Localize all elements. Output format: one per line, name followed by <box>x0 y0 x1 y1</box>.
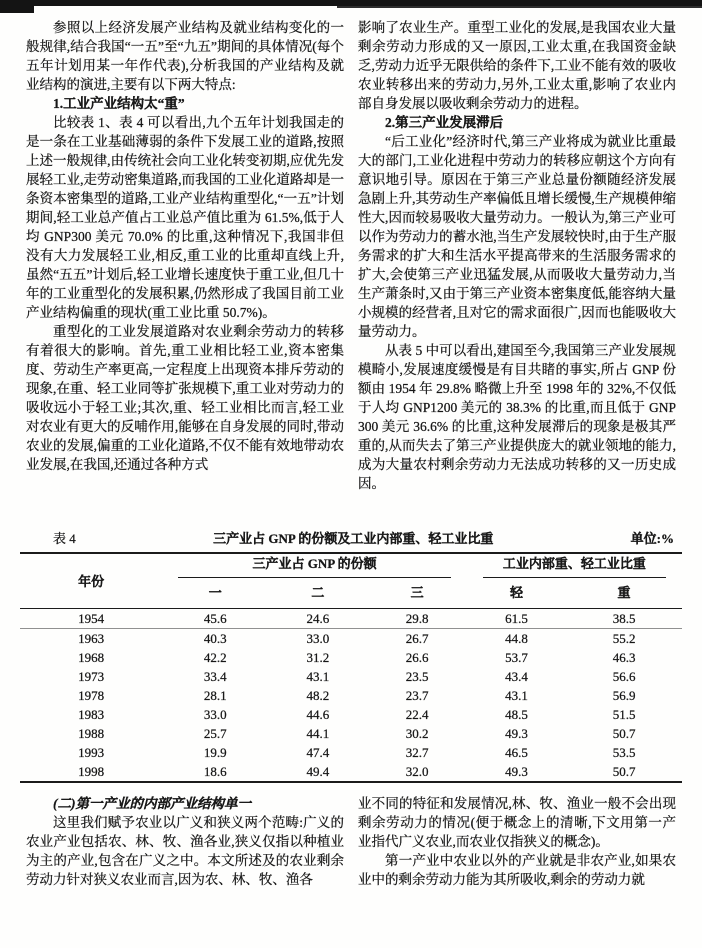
value-cell: 40.3 <box>203 631 227 646</box>
value-cell: 56.9 <box>612 688 636 703</box>
value-cell: 26.6 <box>405 650 429 665</box>
table-row <box>20 743 682 762</box>
paragraph-table5-analysis: 从表 5 中可以看出,建国至今,我国第三产业发展规模畸小,发展速度缓慢是有目共睹的事实,所占 GNP 份额由 1954 年 29.8% 略微上升至 1998 年的 32%,不仅低于人均 GNP1200 美元的 38.3% 的比重,而且低于 GNP300 美元 36.6% 的比重,这种发展滞后的现象是极其严重的,从而失去了第三产业提供庞大的就业领地的能力,成为大量农村剩余劳动力无法成功转移的又一历史成因。 <box>358 343 676 491</box>
column-header-light: 轻 <box>467 578 566 609</box>
paragraph-heavy-industry-impact: 重型化的工业发展道路对农业剩余劳动力的转移有着很大的影响。首先,重工业相比轻工业,资本密集度、劳动生产率更高,一定程度上出现资本排斥劳动的现象,在重、轻工业同等扩张规模下,重工业对劳动力的吸收远小于轻工业;其次,重、轻工业相比而言,轻工业对农业有更大的反哺作用,能够在自身发展的同时,带动农业的发展,偏重的工业化道路,不仅不能有效地带动农业发展,在我国,还通过各种方式 <box>26 324 344 472</box>
table-row <box>20 724 682 743</box>
column-header-primary: 一 <box>162 578 268 609</box>
column-header-secondary: 二 <box>268 578 367 609</box>
value-cell: 49.4 <box>306 764 330 779</box>
heading-industry-structure-heavy: 1.工业产业结构太“重” <box>53 96 185 111</box>
table-row <box>20 686 682 705</box>
year-cell: 1983 <box>78 707 105 722</box>
value-cell: 50.7 <box>612 764 636 779</box>
value-cell: 46.5 <box>505 745 528 760</box>
group-header-industry-weight <box>467 553 682 578</box>
bottom-right-column <box>358 794 676 890</box>
value-cell: 25.7 <box>203 726 227 741</box>
value-cell: 53.7 <box>505 650 528 665</box>
table-4 <box>20 552 682 783</box>
value-cell: 31.2 <box>306 650 330 665</box>
value-cell: 24.6 <box>268 609 367 629</box>
scan-artifact-corner-block <box>0 0 34 13</box>
year-cell: 1968 <box>78 650 105 665</box>
paragraph-post-industrial-era: “后工业化”经济时代,第三产业将成为就业比重最大的部门,工业化进程中劳动力的转移应朝这个方向有意识地引导。原因在于第三产业总量份额随经济发展急剧上升,其劳动生产率偏低且增长缓慢,生产规模伸缩性大,因而较易吸收大量劳动力。一般认为,第三产业可以作为劳动力的蓄水池,当生产发展较快时,由于生产服务需求的扩大和生活水平提高带来的生活服务需求的扩大,会使第三产业迅猛发展,从而吸收大量劳动力,当生产萧条时,又由于第三产业资本密集度低,能容纳大量小规模的经营者,且对它的需求面很广,因而也能吸收大量劳动力。 <box>358 134 676 339</box>
value-cell: 19.9 <box>203 745 227 760</box>
scan-artifact-top-bar <box>0 0 702 6</box>
group-header-gnp-share <box>162 553 467 578</box>
column-header-heavy: 重 <box>566 578 682 609</box>
table-4-section <box>20 528 682 783</box>
paragraph-agriculture-definition: 这里我们赋予农业以广义和狭义两个范畴:广义的农业产业包括农、林、牧、渔各业,狭义仅指以种植业为主的产业,包含在广义之中。本文所述及的农业剩余劳动力针对狭义农业而言,因为农、林、牧、渔各 <box>26 815 344 887</box>
table-row <box>20 629 682 649</box>
value-cell: 18.6 <box>203 764 227 779</box>
year-cell: 1993 <box>78 745 105 760</box>
value-cell: 46.3 <box>612 650 636 665</box>
bottom-text-section <box>0 794 702 890</box>
table-title: 三产业占 GNP 的份额及工业内部重、轻工业比重 <box>213 531 494 546</box>
column-header-year: 年份 <box>20 553 162 609</box>
bottom-left-column <box>26 794 344 890</box>
value-cell: 42.2 <box>203 650 227 665</box>
value-cell: 55.2 <box>612 631 636 646</box>
table-unit-label: 单位:% <box>630 531 674 546</box>
value-cell: 53.5 <box>612 745 636 760</box>
value-cell: 51.5 <box>612 707 636 722</box>
table-row <box>20 648 682 667</box>
value-cell: 49.3 <box>505 764 528 779</box>
group-header-industry-weight-label: 工业内部重、轻工业比重 <box>483 554 666 578</box>
value-cell: 49.3 <box>505 726 528 741</box>
value-cell: 23.5 <box>405 669 429 684</box>
right-column <box>358 18 676 504</box>
value-cell: 44.8 <box>505 631 528 646</box>
table-label: 表 4 <box>53 531 76 546</box>
year-cell: 1973 <box>78 669 105 684</box>
value-cell: 32.7 <box>405 745 429 760</box>
value-cell: 33.0 <box>203 707 227 722</box>
paragraph-five-year-plans: 比较表 1、表 4 可以看出,九个五年计划我国走的是一条在工业基础薄弱的条件下发展工业的道路,按照上述一般规律,由传统社会向工业化转变初期,应优先发展轻工业,走劳动密集道路,而我国的工业化道路却是一条资本密集型的道路,工业产业结构重型化,“一五”计划期间,轻工业总产值占工业总产值比重为 61.5%,低于人均 GNP300 美元 70.0% 的比重,这种情况下,我国非但没有大力发展轻工业,相反,重工业的比重却直线上升,虽然“五五”计划后,轻工业增长速度快于重工业,但几十年的工业重型化的发展积累,仍然形成了我国目前工业产业结构偏重的现状(重工业比重 50.7%)。 <box>26 115 344 320</box>
group-header-gnp-share-label: 三产业占 GNP 的份额 <box>178 554 451 578</box>
value-cell: 61.5 <box>467 609 566 629</box>
value-cell: 44.6 <box>306 707 330 722</box>
paragraph-continuation-agriculture: 影响了农业生产。重型工业化的发展,是我国农业大量剩余劳动力形成的又一原因,工业太重,在我国资金缺乏,劳动力近乎无限供给的条件下,工业不能有效的吸收农业转移出来的劳动力,另外,工业太重,影响了农业内部自身发展以吸收剩余劳动力的进程。 <box>358 20 676 111</box>
left-column <box>26 18 344 504</box>
value-cell: 33.0 <box>306 631 330 646</box>
top-text-section <box>0 18 702 504</box>
value-cell: 43.1 <box>306 669 330 684</box>
year-cell: 1954 <box>20 609 162 629</box>
table-row <box>20 609 682 629</box>
value-cell: 32.0 <box>405 764 429 779</box>
table-row <box>20 705 682 724</box>
value-cell: 56.6 <box>612 669 636 684</box>
value-cell: 48.2 <box>306 688 330 703</box>
paragraph-non-agriculture-industry: 第一产业中农业以外的产业就是非农产业,如果农业中的剩余劳动力能为其所吸收,剩余的劳动力就 <box>358 853 676 887</box>
year-cell: 1998 <box>78 764 105 779</box>
year-cell: 1988 <box>78 726 105 741</box>
table-caption <box>20 528 682 547</box>
table-header <box>20 553 682 609</box>
value-cell: 43.4 <box>505 669 528 684</box>
value-cell: 43.1 <box>505 688 528 703</box>
value-cell: 28.1 <box>203 688 227 703</box>
value-cell: 23.7 <box>405 688 429 703</box>
paragraph-intro: 参照以上经济发展产业结构及就业结构变化的一般规律,结合我国“一五”至“九五”期间的具体情况(每个五年计划用某一年作代表),分析我国的产业结构及就业结构的演进,主要有以下两大特点: <box>26 20 344 92</box>
table-body <box>20 609 682 783</box>
value-cell: 48.5 <box>505 707 528 722</box>
heading-primary-industry-structure: (二)第一产业的内部产业结构单一 <box>53 796 251 811</box>
column-header-tertiary: 三 <box>368 578 467 609</box>
value-cell: 22.4 <box>405 707 429 722</box>
value-cell: 47.4 <box>306 745 330 760</box>
value-cell: 33.4 <box>203 669 227 684</box>
year-cell: 1963 <box>78 631 105 646</box>
value-cell: 50.7 <box>612 726 636 741</box>
table-row <box>20 762 682 782</box>
value-cell: 44.1 <box>306 726 330 741</box>
heading-tertiary-industry-lag: 2.第三产业发展滞后 <box>385 115 504 130</box>
value-cell: 38.5 <box>566 609 682 629</box>
value-cell: 30.2 <box>405 726 429 741</box>
value-cell: 26.7 <box>405 631 429 646</box>
value-cell: 45.6 <box>162 609 268 629</box>
paragraph-agriculture-continuation: 业不同的特征和发展情况,林、牧、渔业一般不会出现剩余劳动力的情况(便于概念上的清晰,下文用第一产业指代广义农业,而农业仅指狭义的概念)。 <box>358 796 676 849</box>
value-cell: 29.8 <box>368 609 467 629</box>
year-cell: 1978 <box>78 688 105 703</box>
table-row <box>20 667 682 686</box>
